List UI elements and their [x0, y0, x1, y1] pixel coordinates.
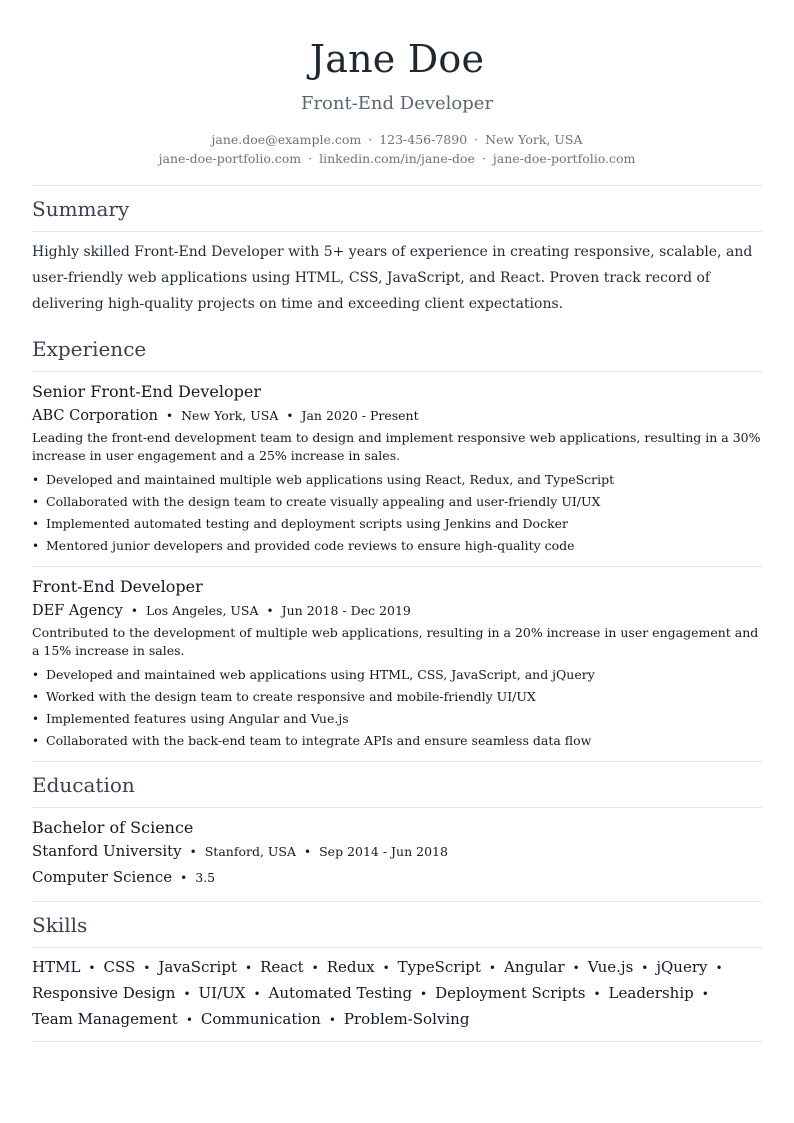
- summary-heading: Summary: [32, 197, 130, 221]
- skill-item: React: [260, 958, 304, 976]
- phone-number: 123-456-7890: [379, 132, 468, 147]
- job-location: New York, USA: [181, 408, 279, 423]
- portfolio-link-2[interactable]: jane-doe-portfolio.com: [492, 151, 636, 166]
- skill-item: UI/UX: [198, 984, 246, 1002]
- list-item: • Worked with the design team to create responsive and mobile-friendly UI/UX: [32, 686, 762, 708]
- education-dates: Sep 2014 - Jun 2018: [319, 844, 448, 859]
- school-name: Stanford University: [32, 842, 182, 860]
- skills-row: HTML • CSS • JavaScript • React • Redux • TypeScript • Angular • Vue.js • jQuery •: [32, 958, 723, 976]
- skill-item: CSS: [103, 958, 136, 976]
- job-entry: [32, 372, 762, 557]
- contact-line-2: jane-doe-portfolio.com · linkedin.com/in/jane-doe · jane-doe-portfolio.com: [158, 151, 636, 166]
- skill-item: TypeScript: [397, 958, 481, 976]
- list-item: • Collaborated with the back-end team to integrate APIs and ensure seamless data flow: [32, 730, 762, 752]
- job-description: Contributed to the development of multiple web applications, resulting in a 20% increase in user engagement and a 15% increase in sales.: [32, 625, 759, 658]
- skill-item: Vue.js: [587, 958, 634, 976]
- skill-item: Team Management: [32, 1010, 178, 1028]
- skill-item: JavaScript: [158, 958, 237, 976]
- education-entry: [32, 808, 762, 891]
- list-item: • Collaborated with the design team to create visually appealing and user-friendly UI/UX: [32, 491, 762, 513]
- job-dates: Jan 2020 - Present: [301, 408, 419, 423]
- job-dates: Jun 2018 - Dec 2019: [281, 603, 411, 618]
- job-position: Front-End Developer: [32, 577, 203, 596]
- contact-info: [32, 130, 762, 168]
- job-title-heading: Front-End Developer: [300, 93, 494, 114]
- school-line: Stanford University • Stanford, USA • Sep 2014 - Jun 2018: [32, 842, 448, 860]
- contact-line-1: jane.doe@example.com · 123-456-7890 · New York, USA: [211, 132, 583, 147]
- skills-heading: Skills: [32, 913, 88, 937]
- list-item: • Implemented features using Angular and Vue.js: [32, 708, 762, 730]
- achievements-list: [32, 664, 762, 752]
- list-item: • Mentored junior developers and provided code reviews to ensure high-quality code: [32, 535, 762, 557]
- company-name: ABC Corporation: [32, 408, 158, 424]
- job-location: Los Angeles, USA: [145, 603, 259, 618]
- achievements-list: [32, 469, 762, 557]
- list-item: • Developed and maintained multiple web applications using React, Redux, and TypeScript: [32, 469, 762, 491]
- skill-item: Leadership: [608, 984, 694, 1002]
- skills-row: Team Management • Communication • Problem-Solving: [32, 1010, 470, 1028]
- list-item: • Implemented automated testing and deployment scripts using Jenkins and Docker: [32, 513, 762, 535]
- skill-item: Angular: [503, 958, 565, 976]
- company-name: DEF Agency: [32, 603, 123, 619]
- school-location: Stanford, USA: [204, 844, 297, 859]
- job-meta: ABC Corporation • New York, USA • Jan 2020 - Present: [32, 408, 419, 424]
- experience-heading: Experience: [32, 337, 147, 361]
- field-line: Computer Science • 3.5: [32, 868, 216, 886]
- skill-item: HTML: [32, 958, 81, 976]
- degree: Bachelor of Science: [32, 818, 194, 837]
- portfolio-link[interactable]: jane-doe-portfolio.com: [158, 151, 302, 166]
- skill-item: Responsive Design: [32, 984, 176, 1002]
- gpa: 3.5: [195, 870, 216, 885]
- skill-item: Deployment Scripts: [435, 984, 586, 1002]
- linkedin-link[interactable]: linkedin.com/in/jane-doe: [319, 151, 475, 166]
- summary-text: Highly skilled Front-End Developer with 5+ years of experience in creating responsive, scalable, and user-friendly web applications using HTML, CSS, JavaScript, and React. Proven track record of delivering high-quality projects on time and exceeding client expectations.: [32, 244, 753, 312]
- candidate-name: Jane Doe: [309, 37, 485, 81]
- list-item: • Developed and maintained web applications using HTML, CSS, JavaScript, and jQuery: [32, 664, 762, 686]
- education-heading: Education: [32, 773, 135, 797]
- skills-list: [32, 948, 762, 1041]
- job-meta: DEF Agency • Los Angeles, USA • Jun 2018 - Dec 2019: [32, 603, 411, 619]
- divider: [32, 231, 762, 232]
- email-link[interactable]: jane.doe@example.com: [211, 132, 362, 147]
- location: New York, USA: [485, 132, 583, 147]
- divider: [32, 1041, 762, 1042]
- job-position: Senior Front-End Developer: [32, 382, 261, 401]
- resume-header: [32, 0, 762, 168]
- skill-item: jQuery: [656, 958, 708, 976]
- job-entry: [32, 567, 762, 752]
- skill-item: Redux: [326, 958, 375, 976]
- skill-item: Problem-Solving: [343, 1010, 470, 1028]
- skills-row: Responsive Design • UI/UX • Automated Testing • Deployment Scripts • Leadership •: [32, 984, 709, 1002]
- skill-item: Communication: [200, 1010, 321, 1028]
- skill-item: Automated Testing: [268, 984, 413, 1002]
- job-description: Leading the front-end development team to design and implement responsive web applications, resulting in a 30% increase in user engagement and a 25% increase in sales.: [32, 430, 761, 463]
- field-of-study: Computer Science: [32, 868, 173, 886]
